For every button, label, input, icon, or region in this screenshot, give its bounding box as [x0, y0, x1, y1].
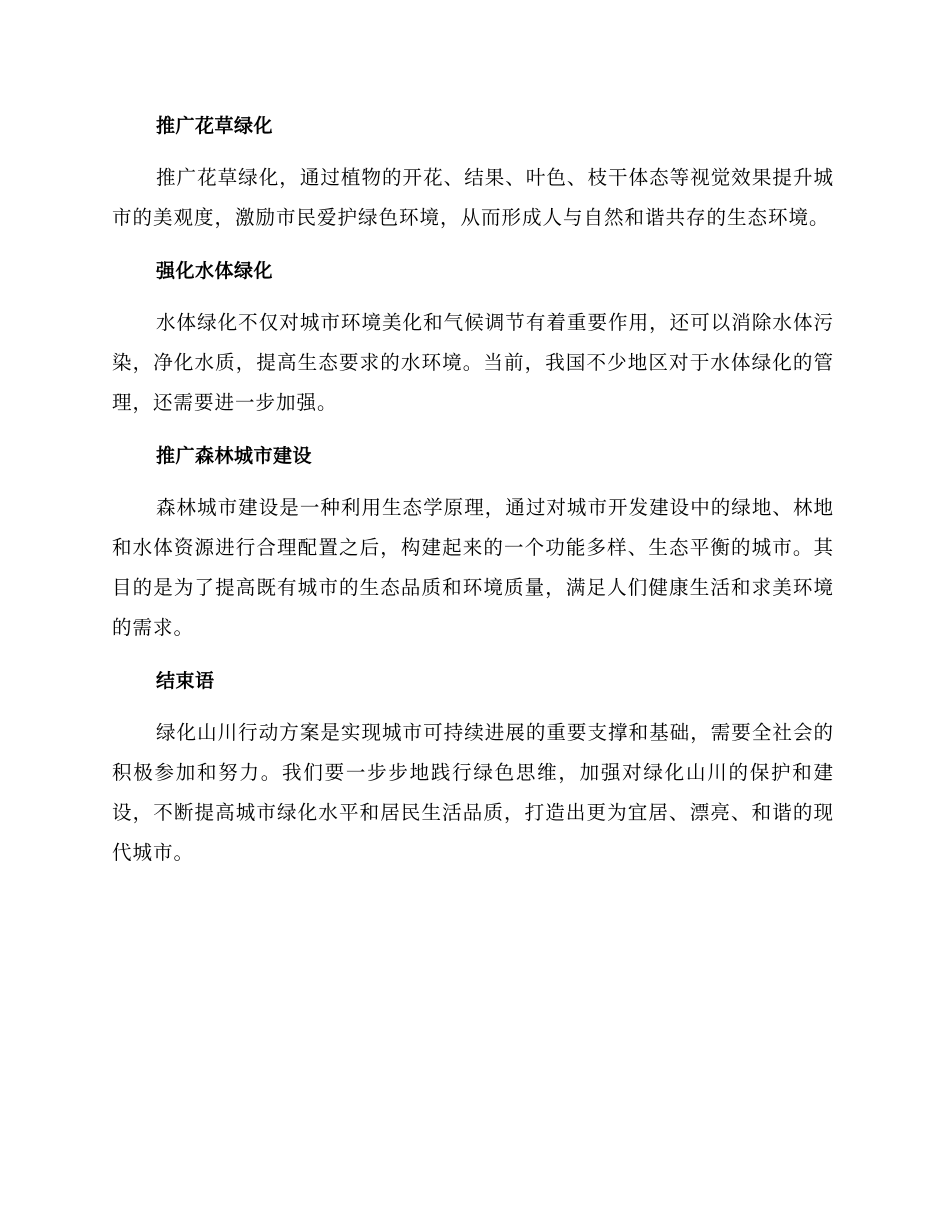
section-paragraph: 推广花草绿化，通过植物的开花、结果、叶色、枝干体态等视觉效果提升城市的美观度，激励市民爱护绿色环境，从而形成人与自然和谐共存的生态环境。 — [112, 166, 834, 229]
section-heading: 推广森林城市建设 — [156, 445, 313, 467]
section-forest-city — [112, 435, 834, 648]
section-flower-greening — [112, 105, 834, 238]
section-conclusion — [112, 660, 834, 873]
section-heading: 结束语 — [156, 670, 215, 692]
section-heading: 强化水体绿化 — [156, 260, 274, 282]
section-paragraph: 森林城市建设是一种利用生态学原理，通过对城市开发建设中的绿地、林地和水体资源进行合理配置之后，构建起来的一个功能多样、生态平衡的城市。其目的是为了提高既有城市的生态品质和环境质量，满足人们健康生活和求美环境的需求。 — [112, 496, 834, 639]
section-paragraph: 绿化山川行动方案是实现城市可持续进展的重要支撑和基础，需要全社会的积极参加和努力。我们要一步步地践行绿色思维，加强对绿化山川的保护和建设，不断提高城市绿化水平和居民生活品质，打造出更为宜居、漂亮、和谐的现代城市。 — [112, 721, 834, 864]
document-page — [112, 105, 834, 873]
section-heading: 推广花草绿化 — [156, 115, 274, 137]
section-paragraph: 水体绿化不仅对城市环境美化和气候调节有着重要作用，还可以消除水体污染，净化水质，提高生态要求的水环境。当前，我国不少地区对于水体绿化的管理，还需要进一步加强。 — [112, 311, 834, 414]
section-water-greening — [112, 250, 834, 423]
